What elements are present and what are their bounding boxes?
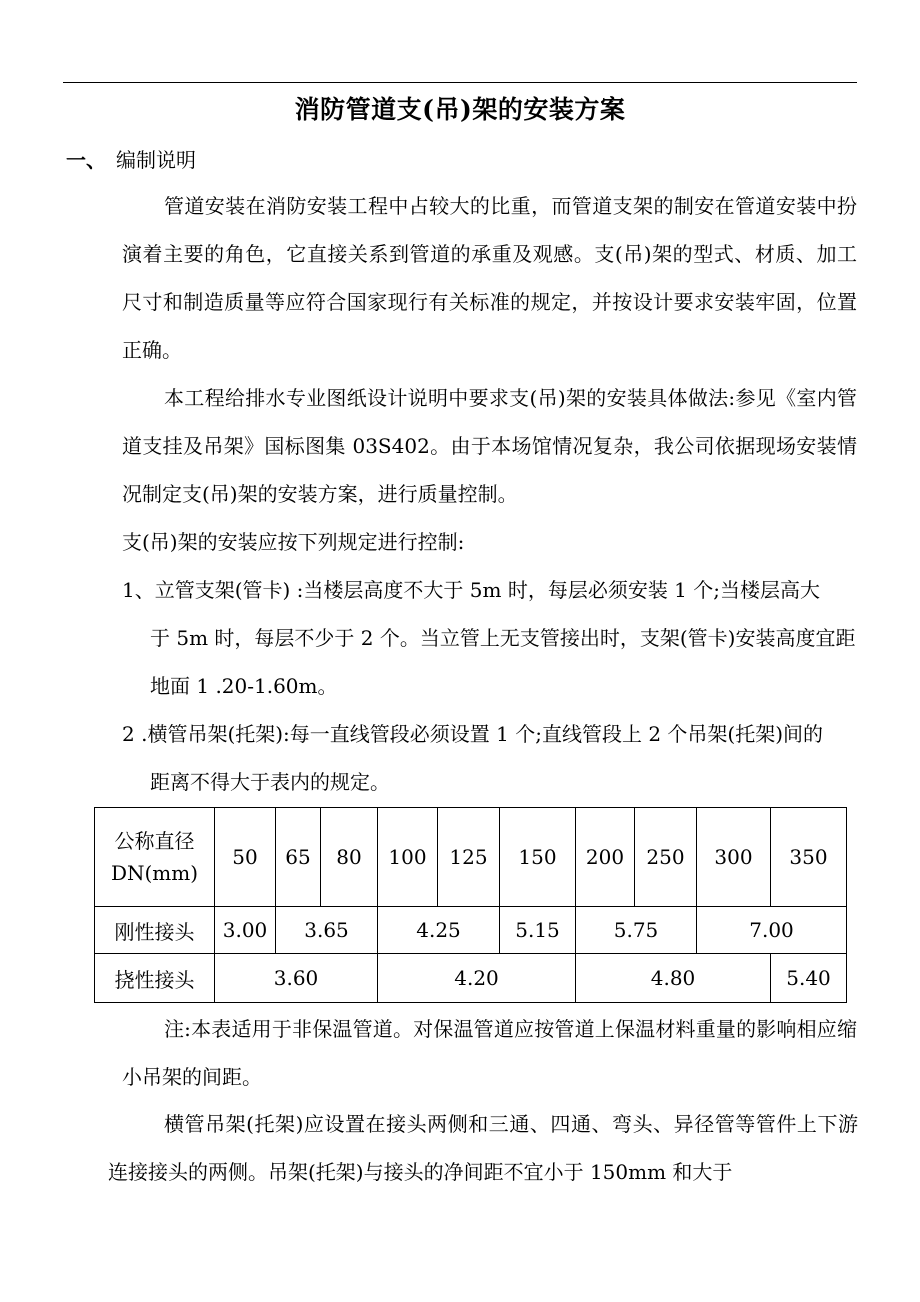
table-cell: 5.15 (500, 907, 576, 954)
table-cell: 3.65 (276, 907, 378, 954)
header-unit: DN(mm) (110, 861, 199, 885)
table-cell: 250 (635, 808, 697, 907)
hanger-spacing-table (94, 807, 847, 1003)
list-item-horizontal-hanger (122, 710, 857, 806)
table-cell: 100 (378, 808, 438, 907)
table-row-label: 刚性接头 (95, 907, 215, 954)
table-cell: 150 (500, 808, 576, 907)
table-cell: 350 (771, 808, 847, 907)
table-row (95, 954, 847, 1003)
section-title: 编制说明 (116, 148, 196, 172)
paragraph-project-requirements: 本工程给排水专业图纸设计说明中要求支(吊)架的安装具体做法:参见《室内管道支挂及吊架》国标图集 03S402。由于本场馆情况复杂，我公司依据现场安装情况制定支(吊)架的安装方案，进行质量控制。 (122, 386, 857, 506)
header-label: 公称直径 (114, 829, 195, 853)
table-cell: 65 (276, 808, 321, 907)
section-number: 一、 (66, 148, 106, 172)
section-heading (66, 144, 196, 173)
list-item-line: 2 .横管吊架(托架):每一直线管段必须设置 1 个;直线管段上 2 个吊架(托架)间的 (122, 722, 824, 746)
list-item-vertical-support (122, 566, 857, 710)
table-note: 注:本表适用于非保温管道。对保温管道应按管道上保温材料重量的影响相应缩小吊架的间距。 (122, 1017, 857, 1089)
table-cell: 4.25 (378, 907, 500, 954)
table-cell: 3.60 (215, 954, 378, 1003)
table-row-label: 挠性接头 (95, 954, 215, 1003)
table-cell: 200 (576, 808, 635, 907)
list-item-line: 1、立管支架(管卡) :当楼层高度不大于 5m 时，每层必须安装 1 个;当楼层高大 (122, 578, 821, 602)
paragraph-intro: 管道安装在消防安装工程中占较大的比重，而管道支架的制安在管道安装中扮演着主要的角色，它直接关系到管道的承重及观感。支(吊)架的型式、材质、加工尺寸和制造质量等应符合国家现行有关标准的规定，并按设计要求安装牢固，位置正确。 (122, 194, 857, 362)
table-cell: 300 (697, 808, 771, 907)
header-rule (63, 82, 857, 83)
table-cell: 7.00 (697, 907, 847, 954)
list-item-continuation: 距离不得大于表内的规定。 (150, 770, 390, 794)
list-item-continuation: 于 5m 时，每层不少于 2 个。当立管上无支管接出时，支架(管卡)安装高度宜距地面 1 .20-1.60m。 (150, 626, 856, 698)
paragraph-rules-lead: 支(吊)架的安装应按下列规定进行控制: (122, 530, 465, 554)
table-cell: 5.75 (576, 907, 697, 954)
table-cell: 5.40 (771, 954, 847, 1003)
table-cell: 4.20 (378, 954, 576, 1003)
table-cell: 3.00 (215, 907, 276, 954)
paragraph-hanger-placement: 横管吊架(托架)应设置在接头两侧和三通、四通、弯头、异径管等管件上下游连接接头的两侧。吊架(托架)与接头的净间距不宜小于 150mm 和大于 (108, 1112, 858, 1184)
table-cell: 80 (321, 808, 378, 907)
table-cell: 125 (438, 808, 500, 907)
table-header-cell (95, 808, 215, 907)
document-title: 消防管道支(吊)架的安装方案 (294, 95, 626, 124)
table-row (95, 808, 847, 907)
table-row (95, 907, 847, 954)
table-cell: 4.80 (576, 954, 771, 1003)
table-cell: 50 (215, 808, 276, 907)
